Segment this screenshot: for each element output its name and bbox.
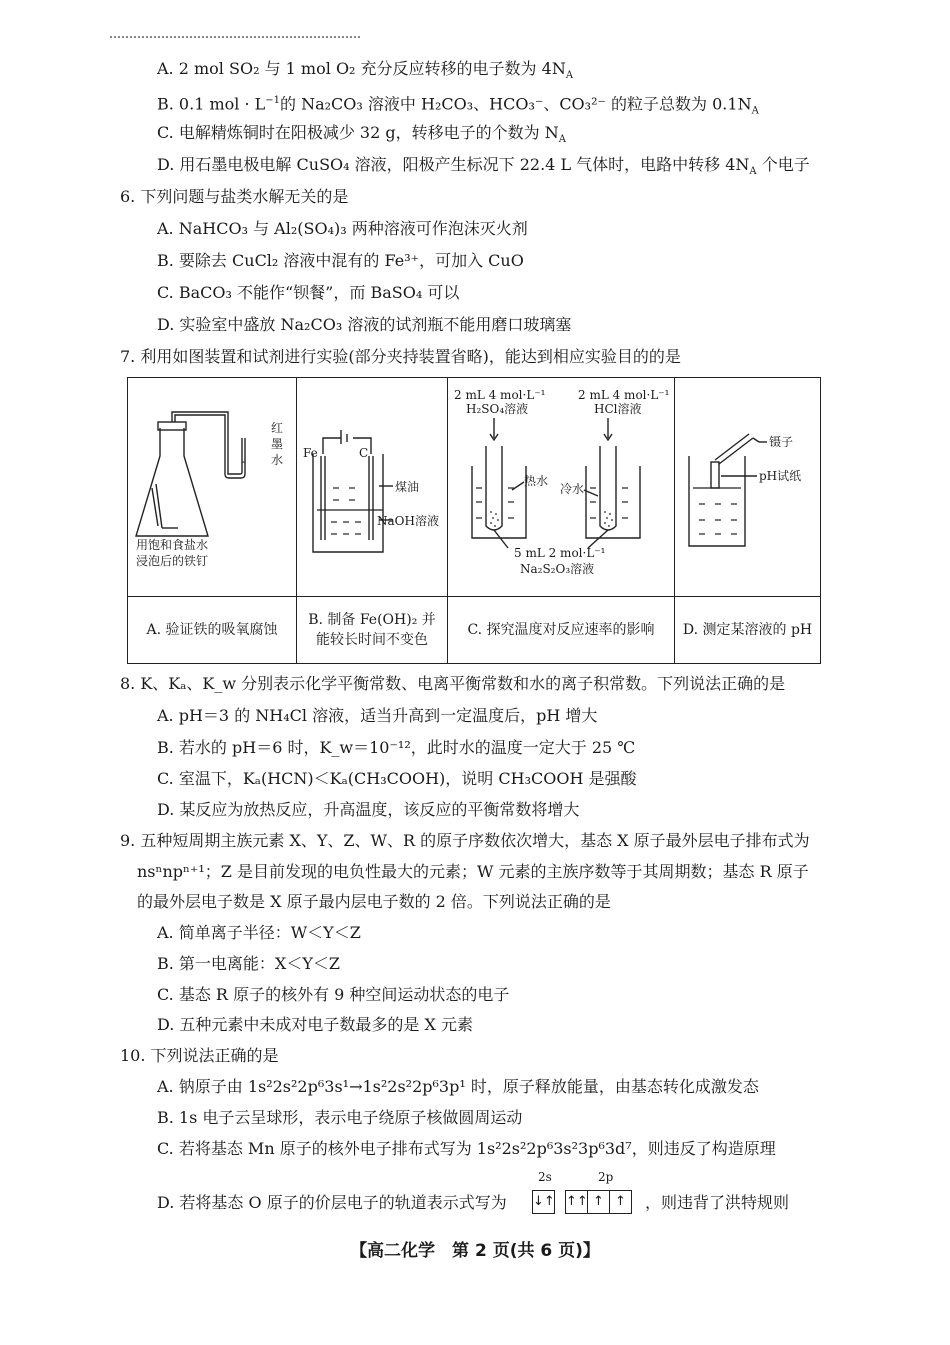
figure-b-oil-label: 煤油: [395, 480, 420, 494]
orbital-2s-cell: ↓↑: [532, 1190, 555, 1214]
caption-b: B. 制备 Fe(OH)₂ 并 能较长时间不变色: [297, 597, 448, 664]
figure-b-fe-label: Fe: [303, 446, 318, 460]
figure-d-cell: [675, 378, 821, 597]
caption-c: C. 探究温度对反应速率的影响: [448, 597, 675, 664]
q7-stem: 7. 利用如图装置和试剂进行实验(部分夹持装置省略)，能达到相应实验目的的是: [120, 347, 681, 366]
q5-option-a: A. 2 mol SO₂ 与 1 mol O₂ 充分反应转移的电子数为 $4N_A$: [157, 59, 574, 82]
q10-stem: 10. 下列说法正确的是: [120, 1046, 279, 1065]
orbital-2p-cell-1: ↑↑: [565, 1190, 588, 1214]
q10-option-d-tail: ，则违背了洪特规则: [645, 1193, 790, 1212]
orbital-label-2s: 2s: [538, 1170, 552, 1184]
figure-b-naoh-label: NaOH溶液: [377, 514, 439, 528]
q9-stem-line2: nsⁿnpⁿ⁺¹；Z 是目前发现的电负性最大的元素；W 元素的主族序数等于其周期数；基态 R 原子: [137, 862, 809, 881]
figure-c-thio-conc: 5 mL 2 mol·L⁻¹: [514, 546, 606, 560]
cut-off-line: [110, 36, 360, 46]
q9-option-a: A. 简单离子半径：W＜Y＜Z: [157, 923, 361, 942]
figure-c-cell: [448, 378, 675, 597]
q10-option-c: C. 若将基态 Mn 原子的核外电子排布式写为 1s²2s²2p⁶3s²3p⁶3d⁷，则违反了构造原理: [157, 1139, 776, 1158]
figure-a-ink-label: 红墨水: [270, 421, 283, 467]
q6-option-c: C. BaCO₃ 不能作“钡餐”，而 BaSO₄ 可以: [157, 283, 460, 302]
figure-d-paper-label: pH试纸: [759, 469, 802, 483]
figure-a-label-1: 用饱和食盐水: [136, 538, 209, 552]
q9-option-b: B. 第一电离能：X＜Y＜Z: [157, 954, 341, 973]
orbital-label-2p: 2p: [598, 1170, 614, 1184]
q9-option-d: D. 五种元素中未成对电子数最多的是 X 元素: [157, 1015, 473, 1034]
q5-option-c: C. 电解精炼铜时在阳极减少 32 g，转移电子的个数为 $N_A$: [157, 123, 566, 146]
q5-option-b: B. 0.1 mol · $L^{-1}$的 Na₂CO₃ 溶液中 H₂CO₃、HCO₃⁻、CO₃²⁻ 的粒子总数为 $0.1N_A$: [157, 94, 759, 117]
q5-option-d: D. 用石墨电极电解 CuSO₄ 溶液，阳极产生标况下 22.4 L 气体时，电路中转移 $4N_A$ 个电子: [157, 155, 810, 178]
caption-d: D. 测定某溶液的 pH: [675, 597, 821, 664]
q6-stem: 6. 下列问题与盐类水解无关的是: [120, 187, 349, 206]
q6-option-b: B. 要除去 CuCl₂ 溶液中混有的 Fe³⁺，可加入 CuO: [157, 251, 524, 270]
orbital-2s-box: [532, 1190, 555, 1214]
q10-option-d: D. 若将基态 O 原子的价层电子的轨道表示式写为: [157, 1193, 507, 1212]
figure-c-acid2-conc: 2 mL 4 mol·L⁻¹: [578, 388, 670, 402]
figure-c-thio-name: Na₂S₂O₃溶液: [520, 562, 595, 576]
q8-option-d: D. 某反应为放热反应，升高温度，该反应的平衡常数将增大: [157, 800, 580, 819]
q9-stem-line3: 的最外层电子数是 X 原子最内层电子数的 2 倍。下列说法正确的是: [137, 892, 611, 911]
orbital-2p-boxes: [565, 1190, 632, 1214]
q7-apparatus-table: [127, 377, 821, 664]
q8-stem: 8. K、Kₐ、K_w 分别表示化学平衡常数、电离平衡常数和水的离子积常数。下列说法正确的是: [120, 674, 786, 693]
q8-option-c: C. 室温下，Kₐ(HCN)＜Kₐ(CH₃COOH)，说明 CH₃COOH 是强酸: [157, 769, 637, 788]
q9-stem-line1: 9. 五种短周期主族元素 X、Y、Z、W、R 的原子序数依次增大，基态 X 原子最外层电子排布式为: [120, 831, 810, 850]
q6-option-a: A. NaHCO₃ 与 Al₂(SO₄)₃ 两种溶液可作泡沫灭火剂: [157, 219, 528, 238]
figure-d-ph-test: [675, 378, 821, 596]
figure-b-c-label: C: [359, 446, 369, 460]
q6-option-d: D. 实验室中盛放 Na₂CO₃ 溶液的试剂瓶不能用磨口玻璃塞: [157, 315, 572, 334]
q10-option-a: A. 钠原子由 1s²2s²2p⁶3s¹→1s²2s²2p⁶3p¹ 时，原子释放能量，由基态转化成激发态: [157, 1077, 759, 1096]
figure-a-cell: [128, 378, 297, 597]
caption-a: A. 验证铁的吸氧腐蚀: [128, 597, 297, 664]
figure-c-acid1-conc: 2 mL 4 mol·L⁻¹: [454, 388, 546, 402]
orbital-2p-cell-3: ↑: [610, 1190, 632, 1214]
figure-c-acid1-name: H₂SO₄溶液: [466, 402, 529, 416]
figure-b-electrolysis: [297, 378, 448, 596]
q8-option-a: A. pH＝3 的 NH₄Cl 溶液，适当升高到一定温度后，pH 增大: [157, 706, 598, 725]
page-footer: 【高二化学 第 2 页(共 6 页)】: [350, 1241, 600, 1261]
figure-a-label-2: 浸泡后的铁钉: [136, 554, 209, 568]
figure-b-cell: [297, 378, 448, 597]
figure-d-tweezer-label: 镊子: [769, 435, 794, 449]
q8-option-b: B. 若水的 pH＝6 时，K_w＝10⁻¹²，此时水的温度一定大于 25 ℃: [157, 738, 636, 757]
figure-c-hot-water: 热水: [524, 474, 549, 488]
orbital-2p-cell-2: ↑: [588, 1190, 610, 1214]
q10-option-b: B. 1s 电子云呈球形，表示电子绕原子核做圆周运动: [157, 1108, 523, 1127]
q9-option-c: C. 基态 R 原子的核外有 9 种空间运动状态的电子: [157, 985, 510, 1004]
figure-c-acid2-name: HCl溶液: [594, 402, 642, 416]
figure-c-cold-water: 冷水: [560, 482, 585, 496]
